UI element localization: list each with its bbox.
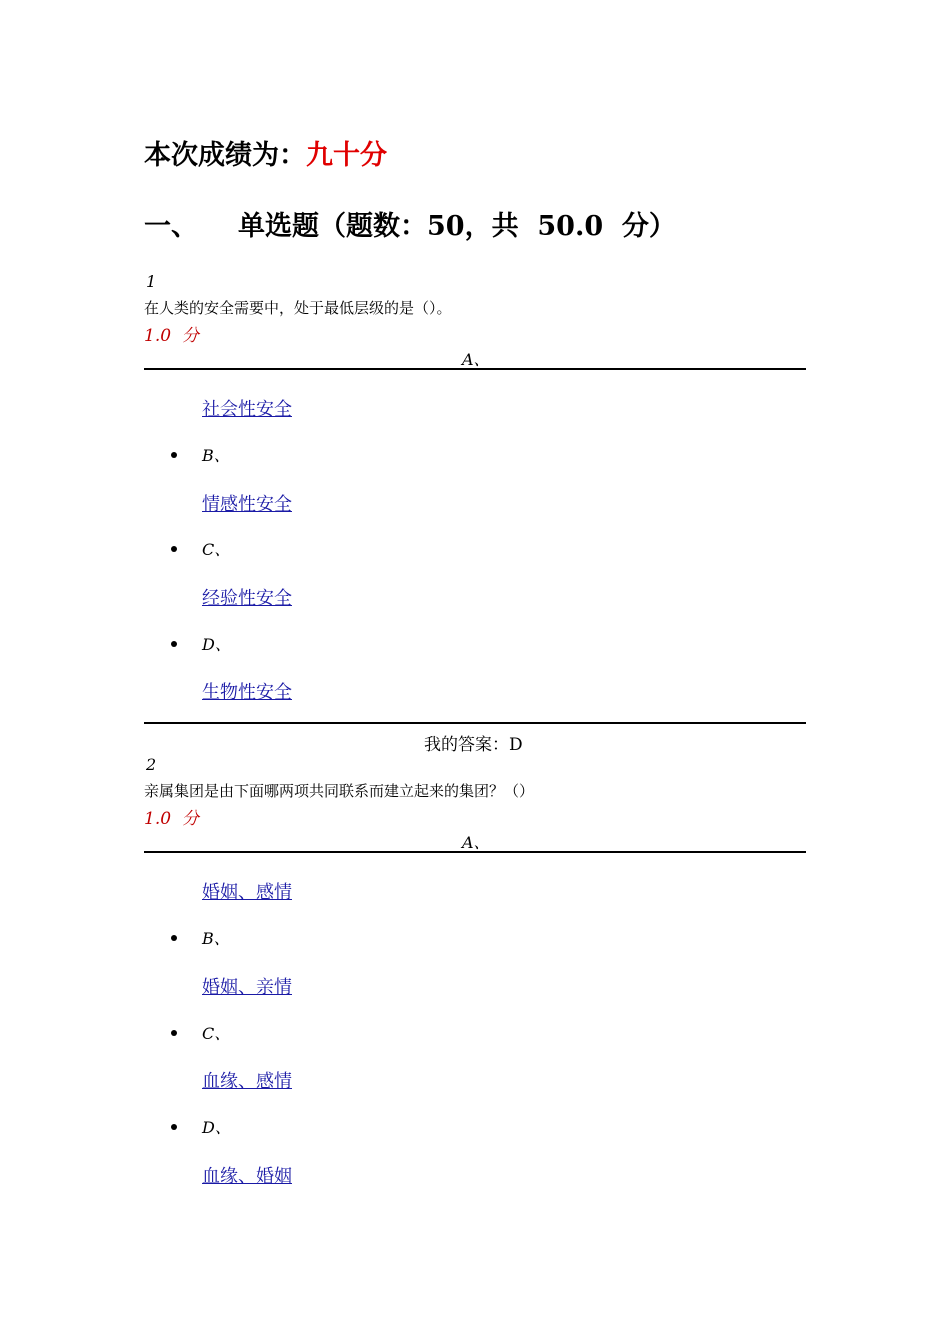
- option-letter-c: C、: [202, 540, 231, 559]
- score-heading: [144, 133, 387, 172]
- divider: [144, 851, 806, 853]
- bullet-icon: [171, 1030, 177, 1036]
- option-letter-d: D、: [202, 635, 231, 654]
- question-score: 1.0 分: [144, 326, 199, 346]
- section-number: 一、: [144, 211, 198, 242]
- option-a-link[interactable]: 社会性安全: [202, 399, 292, 420]
- bullet-icon: [171, 935, 177, 941]
- bullet-icon: [171, 546, 177, 552]
- question-score: 1.0 分: [144, 809, 199, 829]
- option-d-link[interactable]: 血缘、婚姻: [202, 1166, 292, 1187]
- option-letter-b: B、: [202, 929, 230, 948]
- question-text: 亲属集团是由下面哪两项共同联系而建立起来的集团？（）: [144, 782, 535, 800]
- section-title: [144, 204, 676, 243]
- option-b-link[interactable]: 情感性安全: [202, 494, 292, 515]
- score-value: 九十分: [306, 140, 387, 171]
- option-c-link[interactable]: 血缘、感情: [202, 1071, 292, 1092]
- score-label: 本次成绩为：: [144, 140, 306, 171]
- divider: [144, 722, 806, 724]
- section-title-text: 单选题（题数：50，共 50.0 分）: [238, 211, 676, 242]
- bullet-icon: [171, 641, 177, 647]
- option-d-link[interactable]: 生物性安全: [202, 682, 292, 703]
- question-number: 1: [146, 272, 157, 291]
- option-a-link[interactable]: 婚姻、感情: [202, 882, 292, 903]
- option-letter-a: A、: [462, 833, 490, 852]
- option-letter-a: A、: [462, 350, 490, 369]
- my-answer: 我的答案：D: [424, 735, 523, 755]
- option-letter-c: C、: [202, 1024, 231, 1043]
- question-text: 在人类的安全需要中，处于最低层级的是（）。: [144, 299, 452, 317]
- option-letter-d: D、: [202, 1118, 231, 1137]
- option-letter-b: B、: [202, 446, 230, 465]
- divider: [144, 368, 806, 370]
- option-b-link[interactable]: 婚姻、亲情: [202, 977, 292, 998]
- option-c-link[interactable]: 经验性安全: [202, 588, 292, 609]
- question-number: 2: [146, 755, 157, 774]
- bullet-icon: [171, 452, 177, 458]
- bullet-icon: [171, 1124, 177, 1130]
